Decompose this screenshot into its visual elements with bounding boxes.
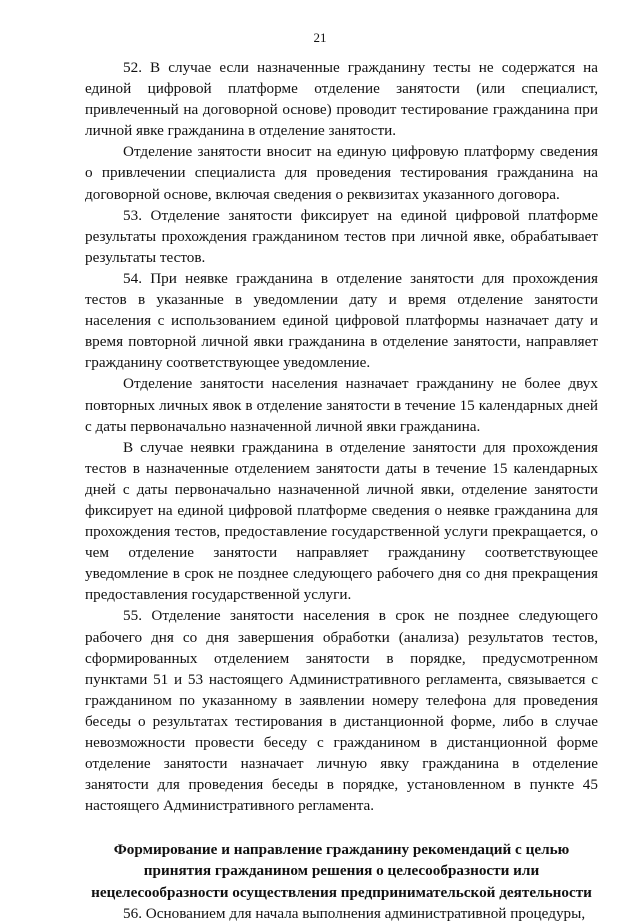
section-heading-line: нецелесообразности осуществления предпринимательской деятельности bbox=[91, 883, 592, 901]
section-heading bbox=[85, 839, 598, 902]
section-heading-line: Формирование и направление гражданину рекомендаций с целью bbox=[113, 841, 570, 859]
page-number: 21 bbox=[313, 30, 327, 45]
paragraph-53: 53. Отделение занятости фиксирует на единой цифровой платформе результаты прохождения гражданином тестов при личной явке, обрабатывает результаты тестов. bbox=[85, 206, 598, 266]
paragraph-56: 56. Основанием для начала выполнения административной процедуры, bbox=[123, 904, 586, 922]
document-body bbox=[85, 57, 598, 924]
paragraph-55: 55. Отделение занятости населения в срок не позднее следующего рабочего дня со дня завершения обработки (анализа) результатов тестов, сформированных отделением занятости в порядке, предусмотренном пунктами 51 и 53 настоящего Административного регламента, связывается с гражданином по указанному в заявлении номеру телефона для проведения беседы о результатах тестирования в дистанционной форме, либо в случае невозможности провести беседу с гражданином в дистанционной форме отделение занятости назначает личную явку гражданина в отделение занятости для проведения беседы в порядке, установленном в пункте 45 настоящего Административного регламента. bbox=[85, 607, 598, 815]
paragraph-54-repeat-visits: Отделение занятости населения назначает гражданину не более двух повторных личных явок в отделение занятости в течение 15 календарных дней с даты первоначально назначенной личной явки гражданина. bbox=[85, 375, 598, 435]
paragraph-54-no-show: В случае неявки гражданина в отделение занятости для прохождения тестов в назначенные отделением занятости даты в течение 15 календарных дней с даты первоначально назначенной личной явки, отделение занятости фиксирует на единой цифровой платформе сведения о неявке гражданина для прохождения тестов, предоставление государственной услуги прекращается, о чем отделение занятости направляет гражданину соответствующее уведомление в срок не позднее следующего рабочего дня со дня прекращения предоставления государственной услуги. bbox=[85, 438, 598, 604]
section-heading-line: принятия гражданином решения о целесообразности или bbox=[143, 862, 540, 880]
paragraph-52: 52. В случае если назначенные гражданину тесты не содержатся на единой цифровой платформе отделение занятости (или специалист, привлеченный на договорной основе) проводит тестирование гражданина при личной явке гражданина в отделение занятости. bbox=[85, 59, 598, 140]
paragraph-54: 54. При неявке гражданина в отделение занятости для прохождения тестов в указанные в уведомлении дату и время отделение занятости населения с использованием единой цифровой платформы назначает дату и время повторной личной явки гражданина в отделение занятости, направляет гражданину соответствующее уведомление. bbox=[85, 269, 598, 372]
paragraph-52-specialist: Отделение занятости вносит на единую цифровую платформу сведения о привлечении специалиста для проведения тестирования гражданина на договорной основе, включая сведения о реквизитах указанного договора. bbox=[85, 143, 598, 203]
